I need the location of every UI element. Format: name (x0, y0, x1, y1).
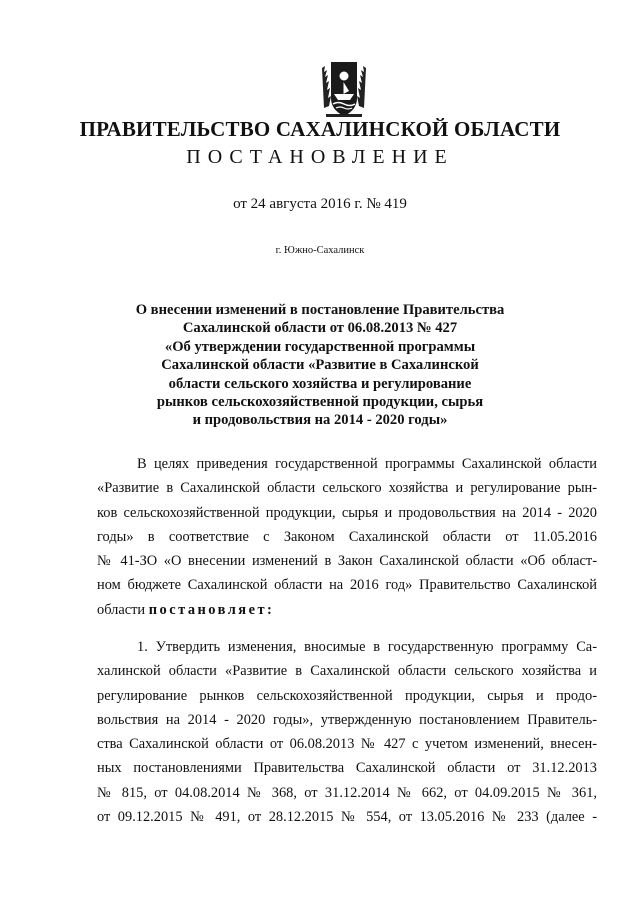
text-line: ных постановлениями Правительства Сахалинской области от 31.12.2013 (97, 760, 597, 777)
title-line: и продовольствия на 2014 - 2020 годы» (192, 412, 448, 429)
title-line: области сельского хозяйства и регулирование (168, 375, 472, 392)
title-line: О внесении изменений в постановление Правительства (135, 302, 505, 318)
city-name: г. Южно-Сахалинск (275, 245, 365, 256)
text-line: от 09.12.2015 № 491, от 28.12.2015 № 554, от 13.05.2016 № 233 (далее - (97, 809, 597, 826)
text-fragment: области (97, 601, 149, 618)
text-line: ства Сахалинской области от 06.08.2013 № 427 с учетом изменений, внесен- (97, 736, 597, 753)
text-line: годы» в соответствие с Законом Сахалинской области от 11.05.2016 (97, 528, 597, 545)
coat-of-arms-icon (318, 58, 370, 120)
text-line: халинской области «Развитие в Сахалинской области сельского хозяйства и (97, 663, 597, 680)
document-title (130, 301, 510, 430)
text-line (97, 598, 597, 622)
text-line: ков сельскохозяйственной продукции, сырья и продовольствия на 2014 - 2020 (97, 504, 597, 521)
text-line: регулирование рынков сельскохозяйственной продукции, сырья и продо- (97, 687, 597, 704)
title-line: «Об утверждении государственной программы (164, 338, 476, 355)
text-line: № 815, от 04.08.2014 № 368, от 31.12.2014 № 662, от 04.09.2015 № 361, (97, 784, 597, 801)
text-line: В целях приведения государственной программы Сахалинской области (137, 456, 597, 472)
title-line: рынков сельскохозяйственной продукции, сырья (156, 394, 484, 411)
resolution-keyword: постановляет: (148, 601, 275, 618)
text-line: № 41-ЗО «О внесении изменений в Закон Сахалинской области «Об област- (97, 553, 597, 570)
paragraph-item-1 (97, 635, 597, 829)
title-line: Сахалинской области «Развитие в Сахалинской (161, 357, 479, 374)
title-line: Сахалинской области от 06.08.2013 № 427 (182, 320, 458, 337)
text-line: 1. Утвердить изменения, вносимые в государственную программу Са- (137, 639, 597, 655)
date-number: от 24 августа 2016 г. № 419 (233, 196, 407, 212)
text-line: вольствия на 2014 - 2020 годы», утвержденную постановлением Правитель- (97, 711, 597, 728)
document-type-heading: ПОСТАНОВЛЕНИЕ (186, 146, 454, 168)
text-line: ном бюджете Сахалинской области на 2016 год» Правительство Сахалинской (97, 577, 597, 594)
paragraph-preamble (97, 452, 597, 622)
text-line: «Развитие в Сахалинской области сельского хозяйства и регулирование рын- (97, 480, 597, 497)
organization-heading: ПРАВИТЕЛЬСТВО САХАЛИНСКОЙ ОБЛАСТИ (79, 117, 561, 141)
